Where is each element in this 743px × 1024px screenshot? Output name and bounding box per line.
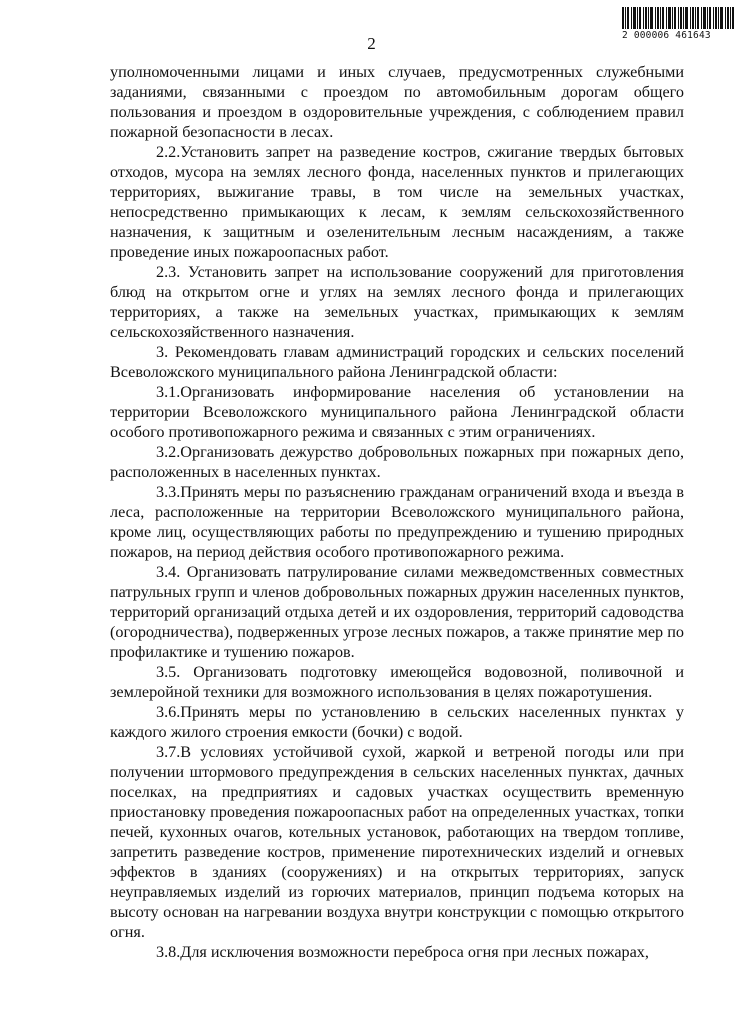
barcode-number: 2 000006 461643	[622, 30, 711, 41]
paragraph-3-2: 3.2.Организовать дежурство добровольных пожарных при пожарных депо, расположенных в населенных пунктах.	[110, 443, 684, 481]
paragraph-3: 3. Рекомендовать главам администраций городских и сельских поселений Всеволожского муниципального района Ленинградской области:	[110, 343, 684, 381]
paragraph-3-7: 3.7.В условиях устойчивой сухой, жаркой и ветреной погоды или при получении штормового предупреждения в сельских населенных пунктах, дачных поселках, на предприятиях и садовых участках осуществить временную приостановку проведения пожароопасных работ на определенных участках, топки печей, кухонных очагов, котельных установок, работающих на твердом топливе, запретить разведение костров, применение пиротехнических изделий и огневых эффектов в зданиях (сооружениях) и на открытых территориях, запуск неуправляемых изделий из горючих материалов, принцип подъема которых на высоту основан на нагревании воздуха внутри конструкции с помощью открытого огня.	[110, 743, 684, 941]
paragraph-3-6: 3.6.Принять меры по установлению в сельских населенных пунктах у каждого жилого строения емкости (бочки) с водой.	[110, 703, 684, 741]
barcode-icon	[622, 7, 736, 29]
paragraph-3-1: 3.1.Организовать информирование населения об установлении на территории Всеволожского муниципального района Ленинградской области особого противопожарного режима и связанных с этим ограничениях.	[110, 383, 684, 441]
paragraph-3-5: 3.5. Организовать подготовку имеющейся водовозной, поливочной и землеройной техники для возможного использования в целях пожаротушения.	[110, 663, 684, 701]
paragraph-3-8: 3.8.Для исключения возможности переброса огня при лесных пожарах,	[156, 943, 649, 961]
page-number: 2	[367, 34, 376, 53]
paragraph-3-3: 3.3.Принять меры по разъяснению гражданам ограничений входа и въезда в леса, расположенные на территории Всеволожского муниципального района, кроме лиц, осуществляющих работы по предупреждению и тушению природных пожаров, на период действия особого противопожарного режима.	[110, 483, 684, 561]
paragraph-2-2: 2.2.Установить запрет на разведение костров, сжигание твердых бытовых отходов, мусора на землях лесного фонда, населенных пунктов и прилегающих территориях, выжигание травы, в том числе на земельных участках, непосредственно примыкающих к лесам, к землям сельскохозяйственного назначения, к защитным и озеленительным лесным насаждениям, а также проведение иных пожароопасных работ.	[110, 143, 684, 261]
paragraph-continuation: уполномоченными лицами и иных случаев, предусмотренных служебными заданиями, связанными с проездом по автомобильным дорогам общего пользования и проездом в оздоровительные учреждения, с соблюдением правил пожарной безопасности в лесах.	[110, 63, 684, 141]
paragraph-2-3: 2.3. Установить запрет на использование сооружений для приготовления блюд на открытом огне и углях на землях лесного фонда и прилегающих территориях, а также на земельных участках, примыкающих к землям сельскохозяйственного назначения.	[110, 263, 684, 341]
document-body	[110, 62, 684, 962]
paragraph-3-4: 3.4. Организовать патрулирование силами межведомственных совместных патрульных групп и членов добровольных пожарных дружин населенных пунктов, территорий организаций отдыха детей и их оздоровления, территорий садоводства (огородничества), подверженных угрозе лесных пожаров, а также принятие мер по профилактике и тушению пожаров.	[110, 563, 684, 661]
